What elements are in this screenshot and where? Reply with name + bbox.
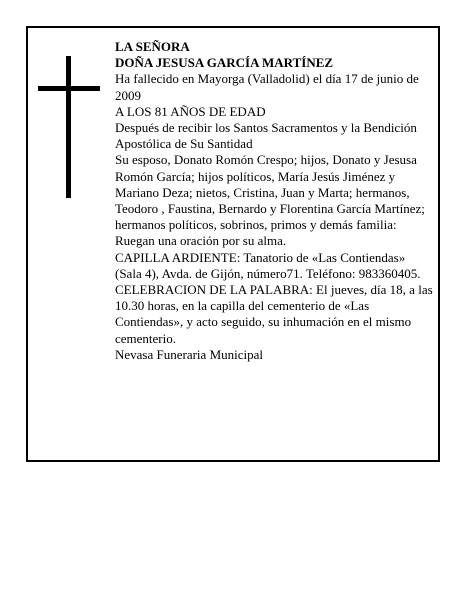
chapel-info: CAPILLA ARDIENTE: Tanatorio de «Las Contiendas» (Sala 4), Avda. de Gijón, número71. Teléfono: 983360405. (115, 249, 421, 281)
funeral-home: Nevasa Funeraria Municipal (115, 346, 264, 362)
family-list: Su esposo, Donato Romón Crespo; hijos, Donato y Jesusa Romón García; hijos políticos, María Jesús Jiménez y Mariano Deza; nietos, Cristina, Juan y Marta; hermanos, Teodoro , Faustina, Bernardo y Florentina García Martínez; hermanos políticos, sobrinos, primos y demás familia: (115, 152, 425, 233)
notice-title: LA SEÑORA (115, 39, 190, 54)
celebration-info: CELEBRACION DE LA PALABRA: El jueves, día 18, a las 10.30 horas, en la capilla del cementerio de «Las Contiendas», y acto seguido, su inhumación en el mismo cementerio. (115, 282, 433, 346)
death-info: Ha fallecido en Mayorga (Valladolid) el día 17 de junio de 2009 (115, 71, 419, 103)
obituary-notice (26, 26, 440, 462)
deceased-name: DOÑA JESUSA GARCÍA MARTÍNEZ (115, 55, 334, 71)
age-line: A LOS 81 AÑOS DE EDAD (115, 103, 266, 119)
notice-text (115, 39, 435, 363)
sacraments-line: Después de recibir los Santos Sacramentos y la Bendición Apostólica de Su Santidad (115, 120, 417, 152)
cross-icon (38, 56, 100, 198)
cross-horizontal-bar (38, 86, 100, 91)
cross-vertical-bar (66, 56, 71, 198)
prayer-request: Ruegan una oración por su alma. (115, 233, 287, 249)
